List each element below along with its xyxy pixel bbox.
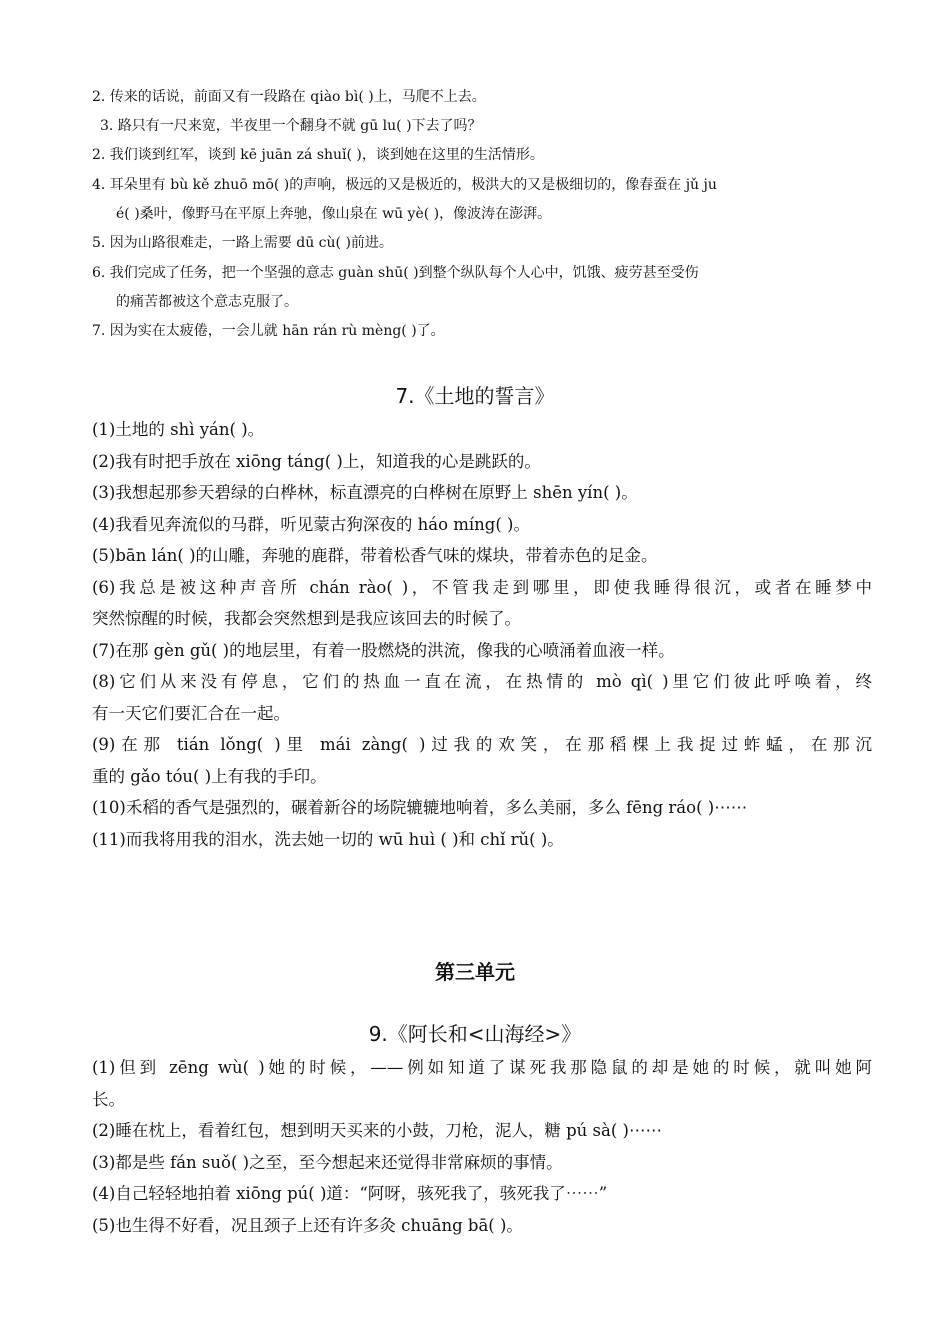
exercise-line: (9)在那 tián lǒng( )里 mái zàng( )过我的欢笑，在那稻棵上我捉过蚱蜢，在那沉	[92, 735, 872, 754]
lesson-9-title: 9.《阿长和<山海经>》	[368, 1022, 582, 1046]
exercise-line: 7. 因为实在太疲倦，一会儿就 hān rán rù mèng( )了。	[92, 323, 445, 339]
exercise-line: (11)而我将用我的泪水，洗去她一切的 wū huì ( )和 chǐ rǔ( )。	[92, 829, 564, 849]
exercise-line: 长。	[92, 1089, 125, 1109]
exercise-line: 2. 传来的话说，前面又有一段路在 qiào bì( )上，马爬不上去。	[92, 89, 486, 105]
exercise-line: é( )桑叶，像野马在平原上奔驰，像山泉在 wū yè( )，像波涛在澎湃。	[116, 206, 552, 222]
exercise-line: (7)在那 gèn gǔ( )的地层里，有着一股燃烧的洪流，像我的心喷涌着血液一样。	[92, 640, 675, 660]
exercise-line: (2)我有时把手放在 xiōng táng( )上，知道我的心是跳跃的。	[92, 451, 541, 471]
lesson-9-exercises	[92, 1052, 872, 1241]
exercise-line: 的痛苦都被这个意志克服了。	[116, 294, 298, 310]
exercise-line: 2. 我们谈到红军，谈到 kē juān zá shuǐ( )，谈到她在这里的生活情形。	[92, 147, 544, 163]
exercise-line: 有一天它们要汇合在一起。	[92, 703, 290, 723]
exercise-line: (3)我想起那参天碧绿的白桦林，标直漂亮的白桦树在原野上 shēn yín( )。	[92, 483, 638, 502]
exercise-line: (6)我总是被这种声音所 chán rào( )，不管我走到哪里，即使我睡得很沉，或者在睡梦中	[92, 577, 872, 597]
exercise-line: 6. 我们完成了任务，把一个坚强的意志 guàn shū( )到整个纵队每个人心中，饥饿、疲劳甚至受伤	[92, 265, 699, 281]
exercise-line: (4)我看见奔流似的马群，听见蒙古狗深夜的 háo míng( )。	[92, 514, 530, 534]
exercise-line: 4. 耳朵里有 bù kě zhuō mō( )的声响，极远的又是极近的，极洪大的又是极细切的，像春蚕在 jǔ ju	[92, 177, 717, 193]
unit-3-heading: 第三单元	[435, 960, 515, 984]
exercise-line: (8)它们从来没有停息，它们的热血一直在流，在热情的 mò qì( )里它们彼此呼唤着，终	[92, 672, 872, 691]
exercise-line: 3. 路只有一尺来宽，半夜里一个翻身不就 gū lu( )下去了吗？	[100, 118, 482, 134]
exercise-line: (5)也生得不好看，况且颈子上还有许多灸 chuāng bā( )。	[92, 1215, 523, 1235]
exercise-line: (3)都是些 fán suǒ( )之至，至今想起来还觉得非常麻烦的事情。	[92, 1152, 563, 1172]
exercise-line: 5. 因为山路很难走，一路上需要 dū cù( )前进。	[92, 235, 393, 251]
exercise-line: 重的 gǎo tóu( )上有我的手印。	[92, 766, 327, 786]
exercise-line: (5)bān lán( )的山雕，奔驰的鹿群，带着松香气味的煤块，带着赤色的足金。	[92, 546, 658, 565]
exercise-line: (10)禾稻的香气是强烈的，碾着新谷的场院辘辘地响着，多么美丽，多么 fēng ráo( )⋯⋯	[92, 798, 748, 817]
exercise-line: (4)自己轻轻地拍着 xiōng pú( )道：“阿呀，骇死我了，骇死我了⋯⋯”	[92, 1184, 608, 1203]
exercise-line: (2)睡在枕上，看着红包，想到明天买来的小鼓，刀枪，泥人，糖 pú sà( )⋯⋯	[92, 1121, 662, 1140]
lesson-7-exercises	[92, 414, 872, 855]
lesson-7-title: 7.《土地的誓言》	[395, 384, 555, 408]
exercise-line: (1)但到 zēng wù( )她的时候，——例如知道了谋死我那隐鼠的却是她的时候，就叫她阿	[92, 1058, 872, 1077]
exercise-line: 突然惊醒的时候，我都会突然想到是我应该回去的时候了。	[92, 609, 521, 628]
exercise-line: (1)土地的 shì yán( )。	[92, 420, 265, 439]
